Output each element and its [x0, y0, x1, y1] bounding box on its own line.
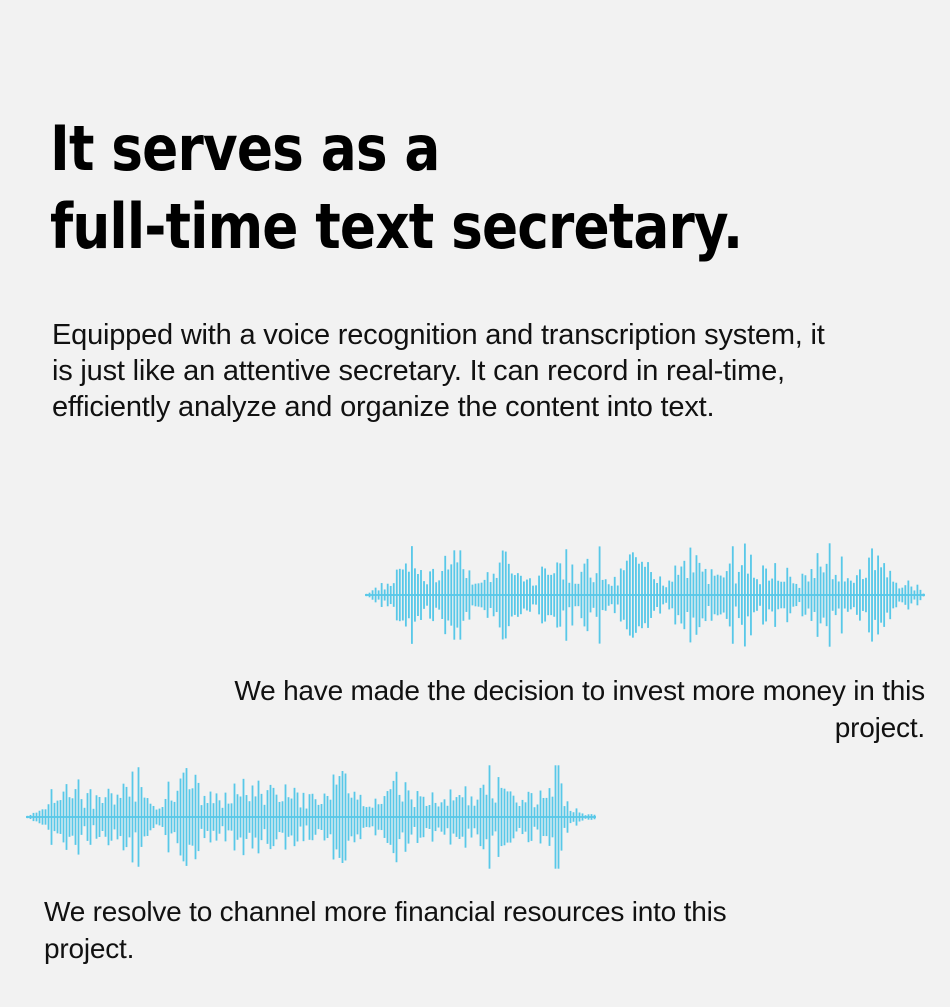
audio-waveform-bottom: [26, 762, 596, 872]
transcript-caption-top: We have made the decision to invest more money in this project.: [234, 675, 925, 743]
transcript-caption-bottom: We resolve to channel more financial resources into this project.: [44, 896, 727, 964]
headline-line-2: full-time text secretary.: [50, 190, 743, 263]
intro-paragraph: Equipped with a voice recognition and transcription system, it is just like an attentive secretary. It can record in real-time, efficiently analyze and organize the content into text.: [52, 319, 825, 423]
audio-waveform-top: [365, 540, 925, 650]
page-title: [50, 110, 910, 266]
headline-line-1: It serves as a: [50, 112, 440, 185]
